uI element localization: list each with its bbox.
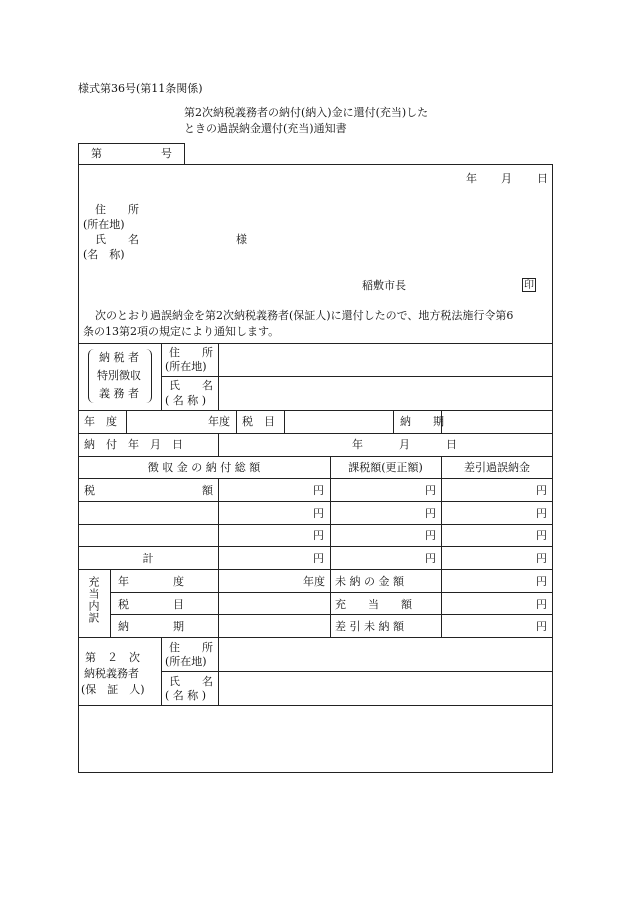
seal-stamp: 印: [524, 280, 534, 291]
body-line1: 次のとおり過誤納金を第2次納税義務者(保証人)に還付したので、地方税法施行令第6: [95, 309, 514, 322]
row-line: [78, 569, 553, 570]
unpaid-label: 未 納 の 金 額: [335, 575, 404, 588]
vline: [284, 410, 285, 433]
amount-label: 額: [202, 484, 213, 497]
taxpayer-label1: 納 税 者: [99, 351, 139, 364]
total-header: 徴 収 金 の 納 付 総 額: [147, 461, 261, 474]
secondary-name-alt: ( 名 称 ): [165, 689, 207, 702]
refund-header: 差引過誤納金: [464, 461, 530, 474]
vline: [218, 433, 219, 456]
addressee-sama: 様: [236, 233, 247, 246]
row-line: [78, 410, 553, 411]
row-line: [78, 524, 553, 525]
vline: [236, 410, 237, 433]
taxpayer-label3: 義 務 者: [99, 387, 139, 400]
alloc-line: [110, 614, 553, 615]
form-title-line1: 第2次納税義務者の納付(納入)金に還付(充当)した: [184, 106, 429, 119]
secondary-label1: 第 ２ 次: [85, 651, 140, 664]
alloc-nendo: 年 度: [118, 575, 184, 588]
nendo-suffix: 年度: [208, 415, 230, 428]
remaining-label: 差 引 未 納 額: [335, 620, 404, 633]
addressee-address-alt: (所在地): [83, 218, 125, 231]
row-line: [78, 433, 553, 434]
go-label: 号: [161, 147, 172, 160]
row-line: [78, 705, 553, 706]
secondary-label2: 納税義務者: [84, 667, 139, 680]
issuer-mayor: 稲敷市長: [362, 279, 406, 292]
yen-mark: 円: [536, 598, 547, 611]
secondary-label3: (保 証 人): [81, 683, 145, 696]
vline: [218, 478, 219, 637]
vline: [161, 637, 162, 705]
addressee-name-alt: (名 称): [83, 248, 125, 261]
body-line2: 条の13第2項の規定により通知します。: [83, 325, 280, 338]
row-line: [78, 456, 553, 457]
taxpayer-label2: 特別徴収: [97, 369, 141, 382]
form-title-line2: ときの過誤納金還付(充当)通知書: [184, 122, 347, 135]
yen-mark: 円: [536, 575, 547, 588]
tax-label: 税: [84, 484, 95, 497]
yen-mark: 円: [536, 529, 547, 542]
vline: [330, 456, 331, 637]
yen-mark: 円: [536, 620, 547, 633]
row-line: [78, 546, 553, 547]
zeimoku-label: 税 目: [242, 415, 275, 428]
row-line: [78, 501, 553, 502]
yen-mark: 円: [313, 552, 324, 565]
date-day: 日: [537, 172, 548, 185]
yen-mark: 円: [425, 552, 436, 565]
vline: [218, 637, 219, 705]
addressee-name-label: 氏 名: [95, 233, 139, 246]
yen-mark: 円: [425, 529, 436, 542]
date-year: 年: [466, 172, 477, 185]
vline: [126, 410, 127, 433]
alloc-line: [110, 592, 553, 593]
row-line: [78, 637, 553, 638]
table-top-line: [78, 343, 553, 344]
taxpayer-address: 住 所: [169, 346, 213, 359]
date-month: 月: [501, 172, 512, 185]
payment-date-day: 日: [446, 438, 457, 451]
yen-mark: 円: [536, 507, 547, 520]
taxpayer-address-alt: (所在地): [165, 360, 207, 373]
nendo-label: 年 度: [84, 415, 117, 428]
yen-mark: 円: [313, 507, 324, 520]
total-label: 計: [142, 552, 154, 565]
vline: [218, 343, 219, 410]
noki-label: 納 期: [400, 415, 444, 428]
taxpayer-name: 氏 名: [169, 379, 213, 392]
secondary-name: 氏 名: [169, 675, 213, 688]
payment-date-label: 納 付 年 月 日: [84, 438, 183, 451]
yen-mark: 円: [313, 484, 324, 497]
form-number: 様式第36号(第11条関係): [78, 82, 203, 95]
yen-mark: 円: [313, 529, 324, 542]
alloc-noki: 納 期: [118, 620, 184, 633]
vline: [393, 410, 394, 433]
yen-mark: 円: [425, 484, 436, 497]
secondary-mid-line: [161, 671, 553, 672]
allocation-label: 充当内訳: [87, 576, 100, 624]
yen-mark: 円: [425, 507, 436, 520]
secondary-address-alt: (所在地): [165, 655, 207, 668]
allocated-label: 充 当 額: [335, 598, 412, 611]
payment-date-year: 年: [352, 438, 363, 451]
alloc-nendo-suffix: 年度: [303, 575, 325, 588]
vline: [161, 343, 162, 410]
yen-mark: 円: [536, 484, 547, 497]
vline: [110, 569, 111, 637]
secondary-address: 住 所: [169, 641, 213, 654]
yen-mark: 円: [536, 552, 547, 565]
alloc-zeimoku: 税 目: [118, 598, 184, 611]
vline: [441, 456, 442, 637]
payment-date-month: 月: [399, 438, 410, 451]
dai-label: 第: [91, 147, 102, 160]
row-line: [78, 478, 553, 479]
assessed-header: 課税額(更正額): [348, 461, 423, 474]
taxpayer-name-alt: ( 名 称 ): [165, 394, 207, 407]
addressee-address-label: 住 所: [95, 203, 139, 216]
taxpayer-mid-line: [161, 376, 553, 377]
